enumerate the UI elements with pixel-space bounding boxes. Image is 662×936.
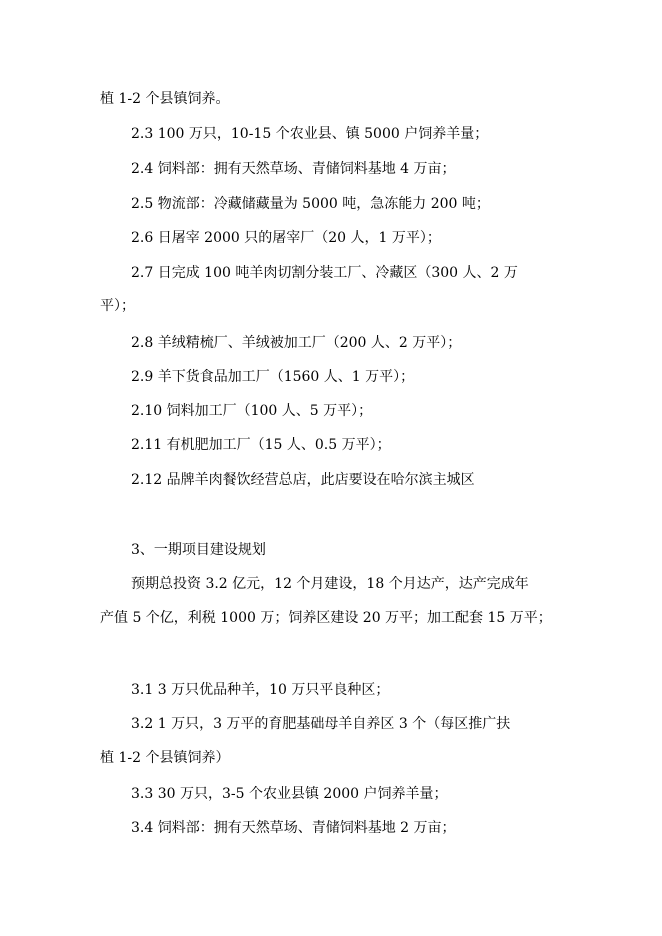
text-line: 3.3 30 万只，3-5 个农业县镇 2000 户饲养羊量； [131, 786, 448, 802]
text-line: 植 1-2 个县镇饲养。 [100, 91, 230, 107]
text-line: 2.11 有机肥加工厂（15 人、0.5 万平）； [131, 437, 391, 453]
section-heading: 3、一期项目建设规划 [131, 542, 266, 558]
text-line: 3.4 饲料部：拥有天然草场、青储饲料基地 2 万亩； [131, 820, 456, 836]
text-line: 2.7 日完成 100 吨羊肉切割分装工厂、冷藏区（300 人、2 万 [131, 265, 518, 281]
text-line: 2.5 物流部：冷藏储藏量为 5000 吨，急冻能力 200 吨； [131, 196, 490, 212]
text-line: 平）； [100, 298, 135, 314]
text-line: 3.1 3 万只优品种羊，10 万只平良种区； [131, 682, 390, 698]
text-line: 2.10 饲料加工厂（100 人、5 万平）； [131, 403, 373, 419]
text-line: 产值 5 个亿，利税 1000 万；饲养区建设 20 万平；加工配套 15 万平； [100, 610, 552, 626]
text-line: 3.2 1 万只，3 万平的育肥基础母羊自养区 3 个（每区推广扶 [131, 716, 511, 732]
text-line: 2.6 日屠宰 2000 只的屠宰厂（20 人，1 万平）； [131, 230, 441, 246]
text-line: 2.4 饲料部：拥有天然草场、青储饲料基地 4 万亩； [131, 161, 456, 177]
text-line: 2.12 品牌羊肉餐饮经营总店，此店要设在哈尔滨主城区 [131, 472, 475, 488]
text-line: 2.8 羊绒精梳厂、羊绒被加工厂（200 人、2 万平）； [131, 335, 462, 351]
text-line: 2.3 100 万只，10-15 个农业县、镇 5000 户饲养羊量； [131, 126, 489, 142]
text-line: 植 1-2 个县镇饲养） [100, 750, 230, 766]
text-line: 预期总投资 3.2 亿元，12 个月建设，18 个月达产，达产完成年 [131, 576, 529, 592]
text-line: 2.9 羊下货食品加工厂（1560 人、1 万平）； [131, 369, 415, 385]
